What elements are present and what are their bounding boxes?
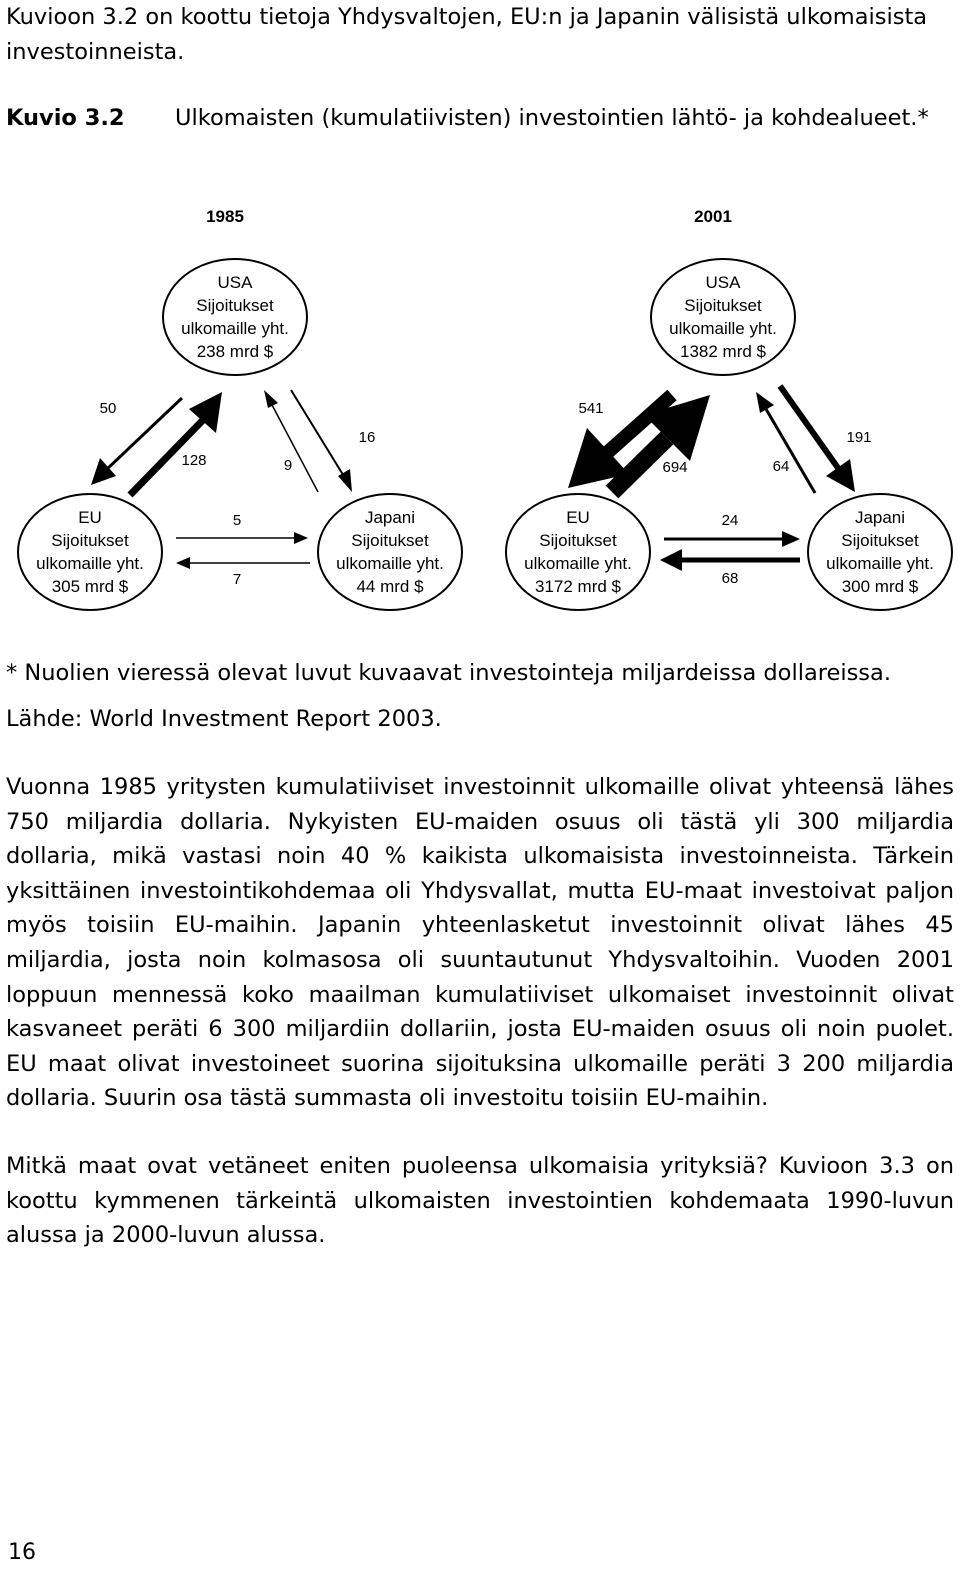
node-eu-1985 — [18, 494, 162, 610]
flow-eu-to-usa-2001: 694 — [662, 459, 688, 476]
node-line2: ulkomaille yht. — [336, 554, 444, 573]
flow-eu-to-usa-1985: 128 — [181, 452, 207, 469]
flow-usa-to-eu-2001: 541 — [578, 400, 604, 417]
node-name: EU — [78, 508, 102, 527]
node-line2: ulkomaille yht. — [826, 554, 934, 573]
arrow-japan-to-eu-1985 — [176, 557, 310, 569]
node-total: 238 mrd $ — [196, 342, 274, 361]
arrow-eu-to-japan-2001 — [664, 531, 800, 547]
panel-2001 — [506, 259, 952, 610]
investment-flow-diagram — [0, 190, 960, 630]
arrow-usa-to-japan-1985 — [291, 390, 352, 492]
flow-japan-to-eu-1985: 7 — [232, 571, 242, 588]
flow-japan-to-usa-1985: 9 — [283, 457, 293, 474]
year-2001: 2001 — [694, 207, 732, 226]
arrow-eu-to-japan-1985 — [176, 532, 308, 544]
node-line1: Sijoitukset — [684, 296, 762, 315]
node-total: 3172 mrd $ — [535, 577, 621, 596]
node-total: 305 mrd $ — [51, 577, 129, 596]
year-1985: 1985 — [206, 207, 244, 226]
body-paragraph-1: Vuonna 1985 yritysten kumulatiiviset investoinnit ulkomaille olivat yhteensä lähes 750 miljardia dollaria. Nykyisten EU-maiden osuus oli tästä yli 300 miljardia dollaria, mikä vastasi noin 40 % kaikista ulkomaisista investoinneista. Tärkein yksittäinen investointikohdemaa oli Yhdysvallat, mutta EU-maat investoivat paljon myös toisiin EU-maihin. Japanin yhteenlasketut investoinnit olivat lähes 45 miljardia, josta noin kolmasosa oli suuntautunut Yhdysvaltoihin. Vuoden 2001 loppuun mennessä koko maailman kumulatiiviset ulkomaiset investoinnit olivat kasvaneet peräti 6 300 miljardiin dollariin, josta EU-maiden osuus oli noin puolet. EU maat olivat investoineet suorina sijoituksina ulkomaille peräti 3 200 miljardia dollaria. Suurin osa tästä summasta oli investoitu toisiin EU-maihin. — [6, 774, 954, 1112]
node-name: Japani — [364, 508, 416, 527]
flow-usa-to-japan-2001: 191 — [846, 429, 872, 446]
node-name: USA — [705, 273, 741, 292]
figure-label: Kuvio 3.2 — [6, 105, 125, 131]
node-usa-2001 — [651, 259, 795, 375]
flow-usa-to-eu-1985: 50 — [99, 400, 117, 417]
node-line1: Sijoitukset — [539, 531, 617, 550]
intro-text: Kuvioon 3.2 on koottu tietoja Yhdysvaltojen, EU:n ja Japanin välisistä ulkomaisista investoinneista. — [6, 4, 928, 65]
node-line2: ulkomaille yht. — [524, 554, 632, 573]
node-name: EU — [566, 508, 590, 527]
node-eu-2001 — [506, 494, 650, 610]
arrow-japan-to-usa-2001 — [756, 392, 815, 493]
body-paragraph-2: Mitkä maat ovat vetäneet eniten puoleensa ulkomaisia yrityksiä? Kuvioon 3.3 on koottu kymmenen tärkeintä ulkomaisten investointien kohdemaata 1990-luvun alussa ja 2000-luvun alussa. — [6, 1153, 954, 1249]
page-number: 16 — [8, 1540, 36, 1565]
flow-japan-to-eu-2001: 68 — [721, 570, 739, 587]
flow-eu-to-japan-2001: 24 — [721, 512, 739, 529]
node-line2: ulkomaille yht. — [669, 319, 777, 338]
node-line2: ulkomaille yht. — [181, 319, 289, 338]
node-total: 1382 mrd $ — [680, 342, 766, 361]
node-japan-1985 — [318, 494, 462, 610]
panel-1985 — [18, 259, 462, 610]
node-line2: ulkomaille yht. — [36, 554, 144, 573]
arrow-japan-to-eu-2001 — [660, 549, 800, 571]
node-line1: Sijoitukset — [351, 531, 429, 550]
figure-title: Ulkomaisten (kumulatiivisten) investointien lähtö- ja kohdealueet.* — [175, 105, 929, 131]
node-line1: Sijoitukset — [51, 531, 129, 550]
node-total: 300 mrd $ — [841, 577, 919, 596]
node-line1: Sijoitukset — [841, 531, 919, 550]
node-line1: Sijoitukset — [196, 296, 274, 315]
flow-usa-to-japan-1985: 16 — [358, 429, 376, 446]
node-name: USA — [217, 273, 253, 292]
node-total: 44 mrd $ — [356, 577, 424, 596]
figure-source: Lähde: World Investment Report 2003. — [6, 706, 442, 732]
flow-japan-to-usa-2001: 64 — [772, 458, 790, 475]
arrow-usa-to-japan-2001 — [780, 386, 855, 492]
figure-footnote: * Nuolien vieressä olevat luvut kuvaavat investointeja miljardeissa dollareissa. — [6, 660, 891, 686]
arrow-japan-to-usa-1985 — [264, 390, 318, 492]
node-name: Japani — [854, 508, 906, 527]
arrow-eu-to-usa-1985 — [130, 392, 222, 495]
node-usa-1985 — [163, 259, 307, 375]
flow-eu-to-japan-1985: 5 — [232, 512, 242, 529]
node-japan-2001 — [808, 494, 952, 610]
